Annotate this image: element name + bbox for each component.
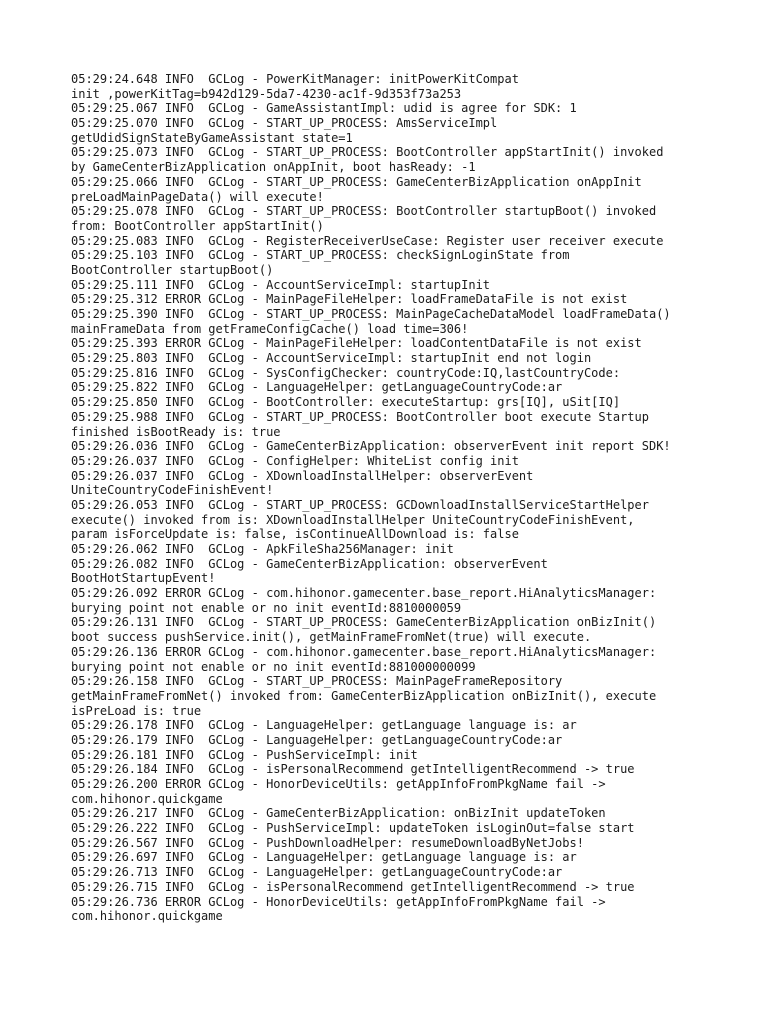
log-line: 05:29:25.822 INFO GCLog - LanguageHelper: getLanguageCountryCode:ar [71, 380, 563, 395]
log-line: 05:29:26.736 ERROR GCLog - HonorDeviceUtils: getAppInfoFromPkgName fail -> [71, 894, 606, 909]
log-line: 05:29:26.062 INFO GCLog - ApkFileSha256Manager: init [71, 542, 454, 556]
log-line: 05:29:25.073 INFO GCLog - START_UP_PROCESS: BootController appStartInit() invoked [71, 145, 664, 160]
log-line: 05:29:25.103 INFO GCLog - START_UP_PROCESS: checkSignLoginState from [71, 248, 570, 263]
log-line: BootHotStartupEvent! [71, 571, 216, 586]
log-line: 05:29:25.803 INFO GCLog - AccountServiceImpl: startupInit end not login [71, 351, 592, 366]
log-line: 05:29:25.066 INFO GCLog - START_UP_PROCESS: GameCenterBizApplication onAppInit [71, 174, 642, 189]
log-line: 05:29:25.083 INFO GCLog - RegisterReceiverUseCase: Register user receiver execute [71, 233, 664, 248]
log-line: 05:29:26.181 INFO GCLog - PushServiceImpl: init [71, 747, 418, 762]
log-line: 05:29:26.178 INFO GCLog - LanguageHelper: getLanguage language is: ar [71, 718, 577, 733]
log-line: boot success pushService.init(), getMainFrameFromNet(true) will execute. [71, 630, 592, 645]
log-line: getMainFrameFromNet() invoked from: GameCenterBizApplication onBizInit(), execute [71, 688, 657, 703]
log-text-block [71, 72, 731, 924]
log-line: 05:29:26.092 ERROR GCLog - com.hihonor.gamecenter.base_report.HiAnalyticsManager: [71, 586, 657, 601]
log-line: 05:29:26.184 INFO GCLog - isPersonalRecommend getIntelligentRecommend -> true [71, 762, 635, 777]
log-line: preLoadMainPageData() will execute! [71, 189, 324, 204]
log-line: 05:29:26.053 INFO GCLog - START_UP_PROCESS: GCDownloadInstallServiceStartHelper [71, 497, 649, 512]
log-line: 05:29:25.988 INFO GCLog - START_UP_PROCESS: BootController boot execute Startup [71, 409, 649, 424]
log-line: 05:29:25.078 INFO GCLog - START_UP_PROCESS: BootController startupBoot() invoked [71, 204, 657, 219]
log-line: burying point not enable or no init eventId:881000000099 [71, 659, 476, 674]
log-line: 05:29:25.312 ERROR GCLog - MainPageFileHelper: loadFrameDataFile is not exist [71, 292, 628, 307]
log-line: com.hihonor.quickgame [71, 909, 223, 924]
log-line: 05:29:26.567 INFO GCLog - PushDownloadHelper: resumeDownloadByNetJobs! [71, 835, 584, 850]
log-line: 05:29:26.158 INFO GCLog - START_UP_PROCESS: MainPageFrameRepository [71, 674, 563, 689]
log-line: 05:29:26.131 INFO GCLog - START_UP_PROCESS: GameCenterBizApplication onBizInit() [71, 615, 657, 630]
log-line: 05:29:25.067 INFO GCLog - GameAssistantImpl: udid is agree for SDK: 1 [71, 101, 577, 116]
log-line: BootController startupBoot() [71, 262, 274, 277]
log-line: 05:29:25.111 INFO GCLog - AccountServiceImpl: startupInit [71, 277, 491, 292]
log-line: 05:29:26.200 ERROR GCLog - HonorDeviceUtils: getAppInfoFromPkgName fail -> [71, 777, 606, 791]
log-line: 05:29:25.390 INFO GCLog - START_UP_PROCESS: MainPageCacheDataModel loadFrameData() [71, 307, 671, 321]
log-line: 05:29:26.179 INFO GCLog - LanguageHelper: getLanguageCountryCode:ar [71, 732, 563, 747]
log-line: 05:29:26.713 INFO GCLog - LanguageHelper: getLanguageCountryCode:ar [71, 865, 563, 880]
log-line: 05:29:26.082 INFO GCLog - GameCenterBizApplication: observerEvent [71, 556, 548, 571]
log-line: by GameCenterBizApplication onAppInit, boot hasReady: -1 [71, 160, 476, 175]
log-line: 05:29:25.816 INFO GCLog - SysConfigChecker: countryCode:IQ,lastCountryCode: [71, 365, 621, 380]
log-line: 05:29:25.070 INFO GCLog - START_UP_PROCESS: AmsServiceImpl [71, 116, 498, 131]
log-line: 05:29:24.648 INFO GCLog - PowerKitManager: initPowerKitCompat [71, 72, 519, 86]
log-line: com.hihonor.quickgame [71, 791, 223, 806]
log-line: getUdidSignStateByGameAssistant state=1 [71, 130, 353, 145]
log-line: UniteCountryCodeFinishEvent! [71, 483, 274, 498]
log-line: 05:29:25.850 INFO GCLog - BootController: executeStartup: grs[IQ], uSit[IQ] [71, 395, 621, 410]
log-line: from: BootController appStartInit() [71, 218, 324, 233]
log-line: execute() invoked from is: XDownloadInstallHelper UniteCountryCodeFinishEvent, [71, 512, 635, 527]
log-line: 05:29:26.222 INFO GCLog - PushServiceImpl: updateToken isLoginOut=false start [71, 821, 635, 836]
log-line: 05:29:26.136 ERROR GCLog - com.hihonor.gamecenter.base_report.HiAnalyticsManager: [71, 644, 657, 659]
log-line: init ,powerKitTag=b942d129-5da7-4230-ac1f-9d353f73a253 [71, 86, 462, 101]
log-line: burying point not enable or no init eventId:8810000059 [71, 600, 462, 615]
log-line: 05:29:26.037 INFO GCLog - XDownloadInstallHelper: observerEvent [71, 468, 534, 483]
log-line: param isForceUpdate is: false, isContinueAllDownload is: false [71, 527, 519, 542]
log-line: 05:29:26.036 INFO GCLog - GameCenterBizApplication: observerEvent init report SDK! [71, 439, 671, 454]
log-line: 05:29:25.393 ERROR GCLog - MainPageFileHelper: loadContentDataFile is not exist [71, 336, 642, 351]
log-line: 05:29:26.697 INFO GCLog - LanguageHelper: getLanguage language is: ar [71, 850, 577, 865]
log-line: mainFrameData from getFrameConfigCache() load time=306! [71, 321, 469, 336]
log-line: isPreLoad is: true [71, 703, 202, 718]
log-line: 05:29:26.715 INFO GCLog - isPersonalRecommend getIntelligentRecommend -> true [71, 879, 635, 894]
log-line: 05:29:26.217 INFO GCLog - GameCenterBizApplication: onBizInit updateToken [71, 806, 606, 821]
log-line: finished isBootReady is: true [71, 424, 281, 439]
log-line: 05:29:26.037 INFO GCLog - ConfigHelper: WhiteList config init [71, 453, 519, 468]
